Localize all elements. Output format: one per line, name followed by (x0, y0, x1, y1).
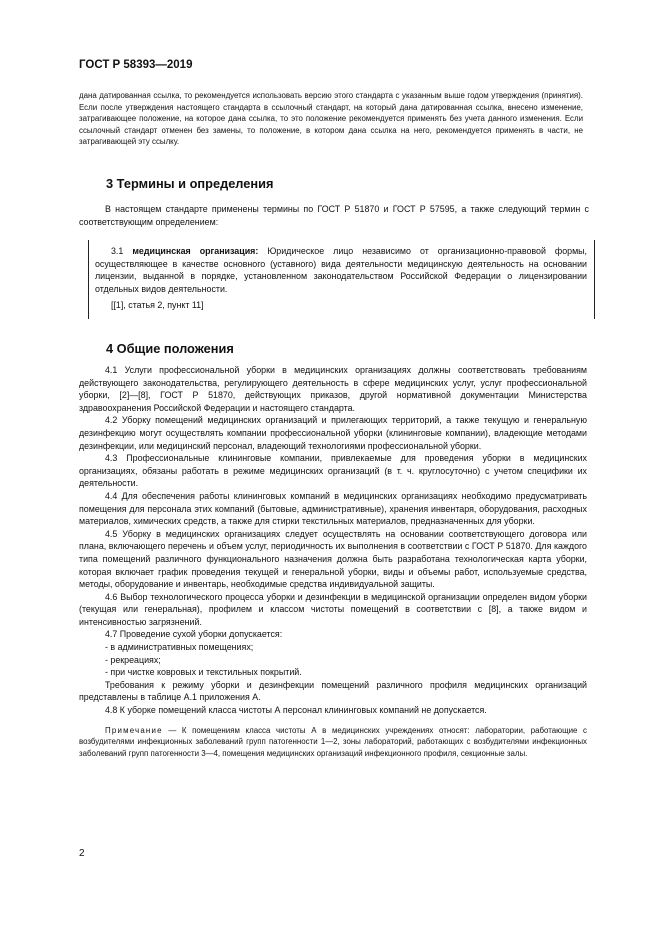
section-4-title: 4 Общие положения (106, 341, 234, 356)
term-definition-text: Юридическое лицо независимо от организационно-правовой формы, осуществляющее в качестве основного (уставного) вида деятельности медицинскую деятельность на основании лицензии, выданной в порядке, установленном законодательством Российской Федерации о лицензировании отдельных видов деятельности. (95, 246, 588, 294)
section-4-body (79, 364, 587, 759)
paragraph-4-3: 4.3 Профессиональные клининговые компании, привлекаемые для проведения уборки в медицинских организациях, обязаны работать в режиме медицинских организаций (в т. ч. круглосуточно) с учетом специфики их деятельности. (79, 453, 587, 489)
intro-paragraph: дана датированная ссылка, то рекомендуется использовать версию этого стандарта с указанным выше годом утверждения (принятия). Если после утверждения настоящего стандарта в ссылочный стандарт, на который дана датированная ссылка, внесено изменение, затрагивающее положение, на которое дана ссылка, то это положение рекомендуется применять без учета данного изменения. Если ссылочный стандарт отменен без замены, то положение, в котором дана ссылка на него, рекомендуется применять в части, не затрагивающей эту ссылку. (79, 91, 583, 147)
note (79, 725, 587, 760)
term-definition (95, 245, 587, 295)
note-label: Примечание (105, 725, 163, 735)
list-item: - в административных помещениях; (105, 642, 254, 653)
term-definition-box (88, 240, 595, 319)
term-source: [[1], статья 2, пункт 11] (111, 300, 204, 311)
intro-paragraph-block (79, 90, 583, 148)
document-header: ГОСТ Р 58393—2019 (79, 59, 193, 71)
paragraph-4-8: 4.8 К уборке помещений класса чистоты А персонал клининговых компаний не допускается. (105, 705, 487, 716)
paragraph-4-1: 4.1 Услуги профессиональной уборки в медицинских организациях должны соответствовать требованиям действующего законодательства, регулирующего деятельность в сфере медицинских услуг, услуг профессиональной уборки, [2]—[8], ГОСТ Р 51870, действующих приказов, другой нормативной документации Министерства здравоохранения Российской Федерации и настоящего стандарта. (79, 365, 587, 413)
list-item: - при чистке ковровых и текстильных покрытий. (105, 667, 302, 678)
paragraph-4-4: 4.4 Для обеспечения работы клининговых компаний в медицинских организациях необходимо предусматривать помещения для персонала этих компаний (бытовые, административные), хранения инвентаря, оборудования, расходных материалов, химических средств, а также для стирки текстильных материалов, предназначенных для уборки. (79, 490, 587, 527)
section-3-intro-block (79, 203, 589, 228)
term-number: 3.1 (111, 246, 124, 256)
paragraph-4-7-requirements: Требования к режиму уборки и дезинфекции помещений различного профиля медицинских организаций представлены в таблице А.1 приложения А. (79, 679, 587, 703)
note-text: — К помещениям класса чистоты А в медицинских учреждениях относят: лаборатории, работающие с возбудителями инфекционных заболеваний групп патогенности 1—2, зоны лабораторий, работающих с возбудителями инфекционных заболеваний групп патогенности 3—4, помещения медицинских организаций инфекционного профиля, секционные залы. (79, 725, 587, 758)
page-number: 2 (79, 848, 85, 859)
section-3-title: 3 Термины и определения (106, 176, 274, 191)
paragraph-4-6: 4.6 Выбор технологического процесса уборки и дезинфекции в медицинской организации определен видом уборки (текущая или генеральная), профилем и классом чистоты помещений в соответствии с [8], а также видом и интенсивностью загрязнений. (79, 591, 587, 627)
paragraph-4-2: 4.2 Уборку помещений медицинских организаций и прилегающих территорий, а также текущую и генеральную дезинфекцию могут осуществлять компании профессиональной уборки (клининговые компании), владеющие методами дезинфекции, или медицинский персонал, владеющий технологиями профессиональной уборки. (79, 415, 587, 451)
paragraph-4-7: 4.7 Проведение сухой уборки допускается: (105, 629, 283, 640)
list-item: - рекреациях; (105, 654, 161, 665)
paragraph-4-5: 4.5 Уборку в медицинских организациях следует осуществлять на основании соответствующего договора или плана, включающего перечень и объем услуг, периодичность их выполнения в соответствии с ГОСТ Р 51870. Для каждого типа помещений различного функционального назначения должна быть разработана технологическая карта уборки, которая включает график проведения текущей и генеральной уборки, виды и объемы работ, используемые средства, методы, оборудование и инвентарь, необходимые средства индивидуальной защиты. (79, 528, 587, 590)
term-name: медицинская организация: (132, 246, 259, 256)
section-3-intro: В настоящем стандарте применены термины по ГОСТ Р 51870 и ГОСТ Р 57595, а также следующий термин с соответствующим определением: (79, 204, 589, 227)
